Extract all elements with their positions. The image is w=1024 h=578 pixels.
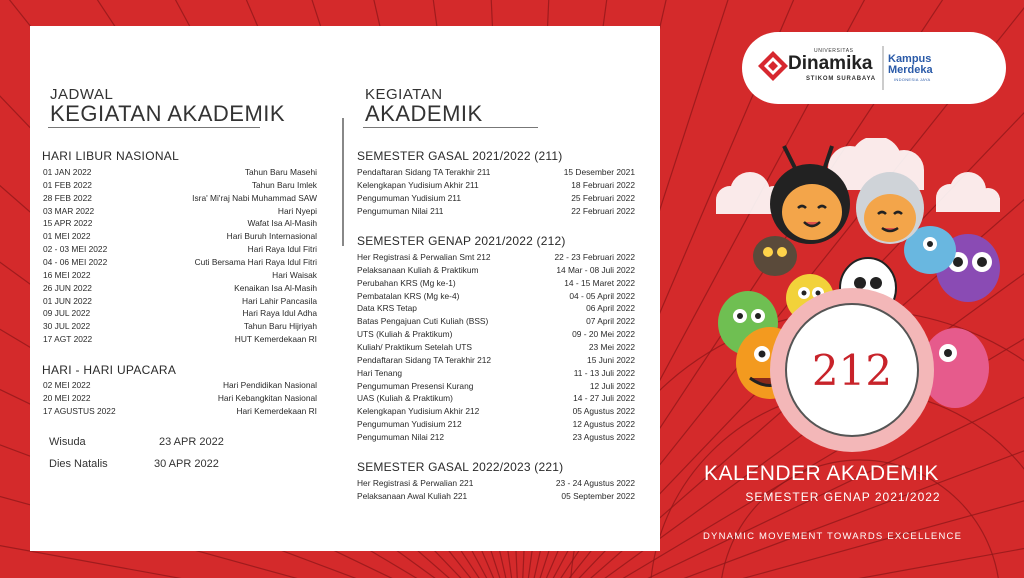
kegiatan-row bbox=[357, 431, 635, 443]
libur-row bbox=[43, 282, 317, 294]
row-event: UTS (Kuliah & Praktikum) bbox=[357, 329, 453, 340]
logo-pill bbox=[742, 32, 1006, 104]
kampus-merdeka-line3: INDONESIA JAYA bbox=[894, 77, 931, 82]
kampus-merdeka-line2: Merdeka bbox=[888, 64, 933, 76]
row-event: Pelaksanaan Awal Kuliah 221 bbox=[357, 490, 468, 501]
row-date: 07 April 2022 bbox=[586, 316, 635, 327]
row-date: 14 Mar - 08 Juli 2022 bbox=[556, 264, 635, 275]
row-date: 15 APR 2022 bbox=[43, 218, 93, 229]
kegiatan-row bbox=[357, 192, 635, 204]
heading-akademik: AKADEMIK bbox=[365, 101, 483, 126]
kegiatan-row bbox=[357, 490, 635, 502]
row-date: 14 - 27 Juli 2022 bbox=[573, 393, 635, 404]
row-date: 01 JAN 2022 bbox=[43, 167, 92, 177]
row-date: 09 JUL 2022 bbox=[43, 308, 91, 319]
row-date: 25 Februari 2022 bbox=[571, 192, 635, 203]
row-date: 11 - 13 Juli 2022 bbox=[573, 367, 635, 378]
row-date: 01 MEI 2022 bbox=[43, 231, 91, 242]
kegiatan-row bbox=[357, 290, 635, 302]
row-event: Kenaikan Isa Al-Masih bbox=[234, 282, 317, 293]
row-event: Hari Buruh Internasional bbox=[226, 231, 317, 242]
row-date: 01 FEB 2022 bbox=[43, 179, 92, 190]
heading-kegiatan: KEGIATAN bbox=[365, 86, 443, 103]
heading-jadwal: JADWAL bbox=[50, 86, 114, 103]
row-date: 15 Juni 2022 bbox=[587, 354, 635, 365]
row-date: 09 - 20 Mei 2022 bbox=[572, 329, 635, 340]
libur-row bbox=[43, 333, 317, 345]
row-date: 22 - 23 Februari 2022 bbox=[554, 252, 635, 262]
row-event: Pendaftaran Sidang TA Terakhir 212 bbox=[357, 354, 492, 365]
row-event: Tahun Baru Hijriyah bbox=[243, 321, 317, 332]
libur-row bbox=[43, 205, 317, 217]
libur-row bbox=[43, 243, 317, 255]
row-event: HUT Kemerdekaan RI bbox=[234, 334, 317, 345]
kegiatan-row bbox=[357, 380, 635, 392]
row-date: 12 Agustus 2022 bbox=[572, 419, 635, 430]
uni-sub: STIKOM SURABAYA bbox=[806, 76, 876, 82]
semester-section-title: SEMESTER GENAP 2021/2022 (212) bbox=[357, 234, 566, 248]
kalender-subtitle: SEMESTER GENAP 2021/2022 bbox=[745, 490, 941, 504]
row-event: Wafat Isa Al-Masih bbox=[247, 218, 317, 229]
row-date: 16 MEI 2022 bbox=[43, 269, 91, 280]
row-event: Pelaksanaan Kuliah & Praktikum bbox=[357, 264, 479, 275]
row-date: 23 Mei 2022 bbox=[588, 341, 635, 352]
heading-underline-right bbox=[363, 127, 538, 128]
row-date: 02 - 03 MEI 2022 bbox=[43, 244, 108, 255]
kegiatan-row bbox=[357, 328, 635, 340]
row-date: 30 JUL 2022 bbox=[43, 321, 91, 332]
kegiatan-row bbox=[357, 205, 635, 217]
row-date: 18 Februari 2022 bbox=[571, 179, 635, 190]
row-event: Data KRS Tetap bbox=[357, 303, 417, 314]
row-event: Hari Raya Idul Fitri bbox=[247, 244, 317, 255]
libur-nasional-title: HARI LIBUR NASIONAL bbox=[42, 149, 180, 163]
heading-underline-left bbox=[48, 127, 260, 128]
row-event: Hari Kebangkitan Nasional bbox=[217, 392, 317, 403]
row-event: Pengumuman Yudisium 212 bbox=[357, 419, 462, 430]
wisuda-label: Wisuda bbox=[49, 436, 86, 448]
kegiatan-row bbox=[357, 405, 635, 417]
kegiatan-row bbox=[357, 315, 635, 327]
row-event: Tahun Baru Imlek bbox=[251, 179, 317, 190]
kegiatan-row bbox=[357, 477, 635, 489]
kegiatan-row bbox=[357, 341, 635, 353]
kegiatan-row bbox=[357, 277, 635, 289]
mascot-illustration bbox=[700, 138, 1010, 458]
libur-row bbox=[43, 192, 317, 204]
row-date: 17 AGUSTUS 2022 bbox=[43, 405, 116, 416]
libur-row bbox=[43, 166, 317, 178]
row-date: 14 - 15 Maret 2022 bbox=[564, 277, 635, 288]
tagline: DYNAMIC MOVEMENT TOWARDS EXCELLENCE bbox=[703, 531, 963, 542]
libur-row bbox=[43, 256, 317, 268]
row-date: 05 September 2022 bbox=[561, 490, 635, 501]
kegiatan-row bbox=[357, 251, 635, 263]
row-event: Pendaftaran Sidang TA Terakhir 211 bbox=[357, 167, 491, 177]
badge-number: 212 bbox=[811, 346, 893, 395]
row-event: UAS (Kuliah & Praktikum) bbox=[357, 393, 453, 404]
row-event: Hari Tenang bbox=[357, 367, 403, 378]
dies-natalis-label: Dies Natalis bbox=[49, 458, 108, 470]
upacara-row bbox=[43, 379, 317, 391]
libur-row bbox=[43, 217, 317, 229]
hari-upacara-title: HARI - HARI UPACARA bbox=[42, 363, 177, 377]
heading-kegiatan-akademik: KEGIATAN AKADEMIK bbox=[50, 101, 286, 126]
row-date: 01 JUN 2022 bbox=[43, 295, 92, 306]
dies-natalis-date: 30 APR 2022 bbox=[154, 458, 219, 470]
row-date: 05 Agustus 2022 bbox=[572, 406, 635, 417]
row-date: 26 JUN 2022 bbox=[43, 282, 92, 293]
row-date: 06 April 2022 bbox=[586, 303, 635, 314]
libur-row bbox=[43, 295, 317, 307]
kegiatan-row bbox=[357, 302, 635, 314]
row-date: 15 Desember 2021 bbox=[563, 167, 635, 177]
wisuda-date: 23 APR 2022 bbox=[159, 436, 224, 448]
kampus-merdeka-line1: Kampus bbox=[888, 53, 932, 65]
libur-row bbox=[43, 269, 317, 281]
row-event: Her Registrasi & Perwalian 221 bbox=[357, 478, 474, 488]
kegiatan-row bbox=[357, 179, 635, 191]
kegiatan-row bbox=[357, 354, 635, 366]
kegiatan-row bbox=[357, 367, 635, 379]
row-date: 23 Agustus 2022 bbox=[572, 431, 635, 442]
kalender-title: KALENDER AKADEMIK bbox=[704, 462, 939, 485]
row-date: 04 - 05 April 2022 bbox=[569, 290, 635, 301]
row-event: Hari Kemerdekaan RI bbox=[236, 405, 317, 416]
kegiatan-row bbox=[357, 264, 635, 276]
row-event: Batas Pengajuan Cuti Kuliah (BSS) bbox=[357, 316, 489, 327]
row-event: Pengumuman Nilai 212 bbox=[357, 431, 445, 442]
semester-section-title: SEMESTER GASAL 2021/2022 (211) bbox=[357, 149, 563, 163]
logo-separator bbox=[882, 46, 884, 90]
row-event: Hari Pendidikan Nasional bbox=[222, 380, 317, 390]
uni-small-label: UNIVERSITAS bbox=[814, 48, 854, 54]
dark-monster-icon bbox=[753, 236, 797, 276]
row-event: Pembatalan KRS (Mg ke-4) bbox=[357, 290, 460, 301]
row-date: 20 MEI 2022 bbox=[43, 392, 91, 403]
row-date: 23 - 24 Agustus 2022 bbox=[555, 478, 635, 488]
dinamika-logo-icon bbox=[756, 49, 790, 83]
libur-row bbox=[43, 230, 317, 242]
row-date: 04 - 06 MEI 2022 bbox=[43, 256, 108, 267]
kegiatan-row bbox=[357, 392, 635, 404]
row-event: Her Registrasi & Perwalian Smt 212 bbox=[357, 252, 491, 262]
libur-row bbox=[43, 307, 317, 319]
kegiatan-row bbox=[357, 418, 635, 430]
bee-mascot-right-icon bbox=[856, 172, 924, 244]
upacara-row bbox=[43, 392, 317, 404]
row-date: 03 MAR 2022 bbox=[43, 205, 95, 216]
row-event: Pengumuman Presensi Kurang bbox=[357, 380, 474, 391]
row-event: Pengumuman Nilai 211 bbox=[357, 205, 444, 216]
row-event: Pengumuman Yudisium 211 bbox=[357, 192, 461, 203]
row-event: Isra' Mi'raj Nabi Muhammad SAW bbox=[192, 192, 317, 203]
row-event: Hari Lahir Pancasila bbox=[242, 295, 317, 306]
row-event: Hari Waisak bbox=[272, 269, 317, 280]
row-event: Kelengkapan Yudisium Akhir 212 bbox=[357, 406, 480, 417]
libur-row bbox=[43, 320, 317, 332]
uni-name: Dinamika bbox=[788, 53, 873, 74]
row-event: Hari Nyepi bbox=[277, 205, 317, 216]
row-event: Kuliah/ Praktikum Setelah UTS bbox=[357, 341, 472, 352]
row-date: 17 AGT 2022 bbox=[43, 334, 93, 345]
row-event: Hari Raya Idul Adha bbox=[242, 308, 317, 319]
row-event: Kelengkapan Yudisium Akhir 211 bbox=[357, 179, 479, 190]
row-date: 02 MEI 2022 bbox=[43, 380, 91, 390]
row-event: Tahun Baru Masehi bbox=[244, 167, 317, 177]
row-date: 22 Februari 2022 bbox=[571, 205, 635, 216]
upacara-row bbox=[43, 405, 317, 417]
row-event: Cuti Bersama Hari Raya Idul Fitri bbox=[194, 256, 317, 267]
libur-row bbox=[43, 179, 317, 191]
column-divider bbox=[342, 118, 344, 246]
row-date: 12 Juli 2022 bbox=[589, 380, 635, 391]
row-date: 28 FEB 2022 bbox=[43, 192, 92, 203]
kegiatan-row bbox=[357, 166, 635, 178]
semester-section-title: SEMESTER GASAL 2022/2023 (221) bbox=[357, 460, 564, 474]
row-event: Perubahan KRS (Mg ke-1) bbox=[357, 277, 456, 288]
